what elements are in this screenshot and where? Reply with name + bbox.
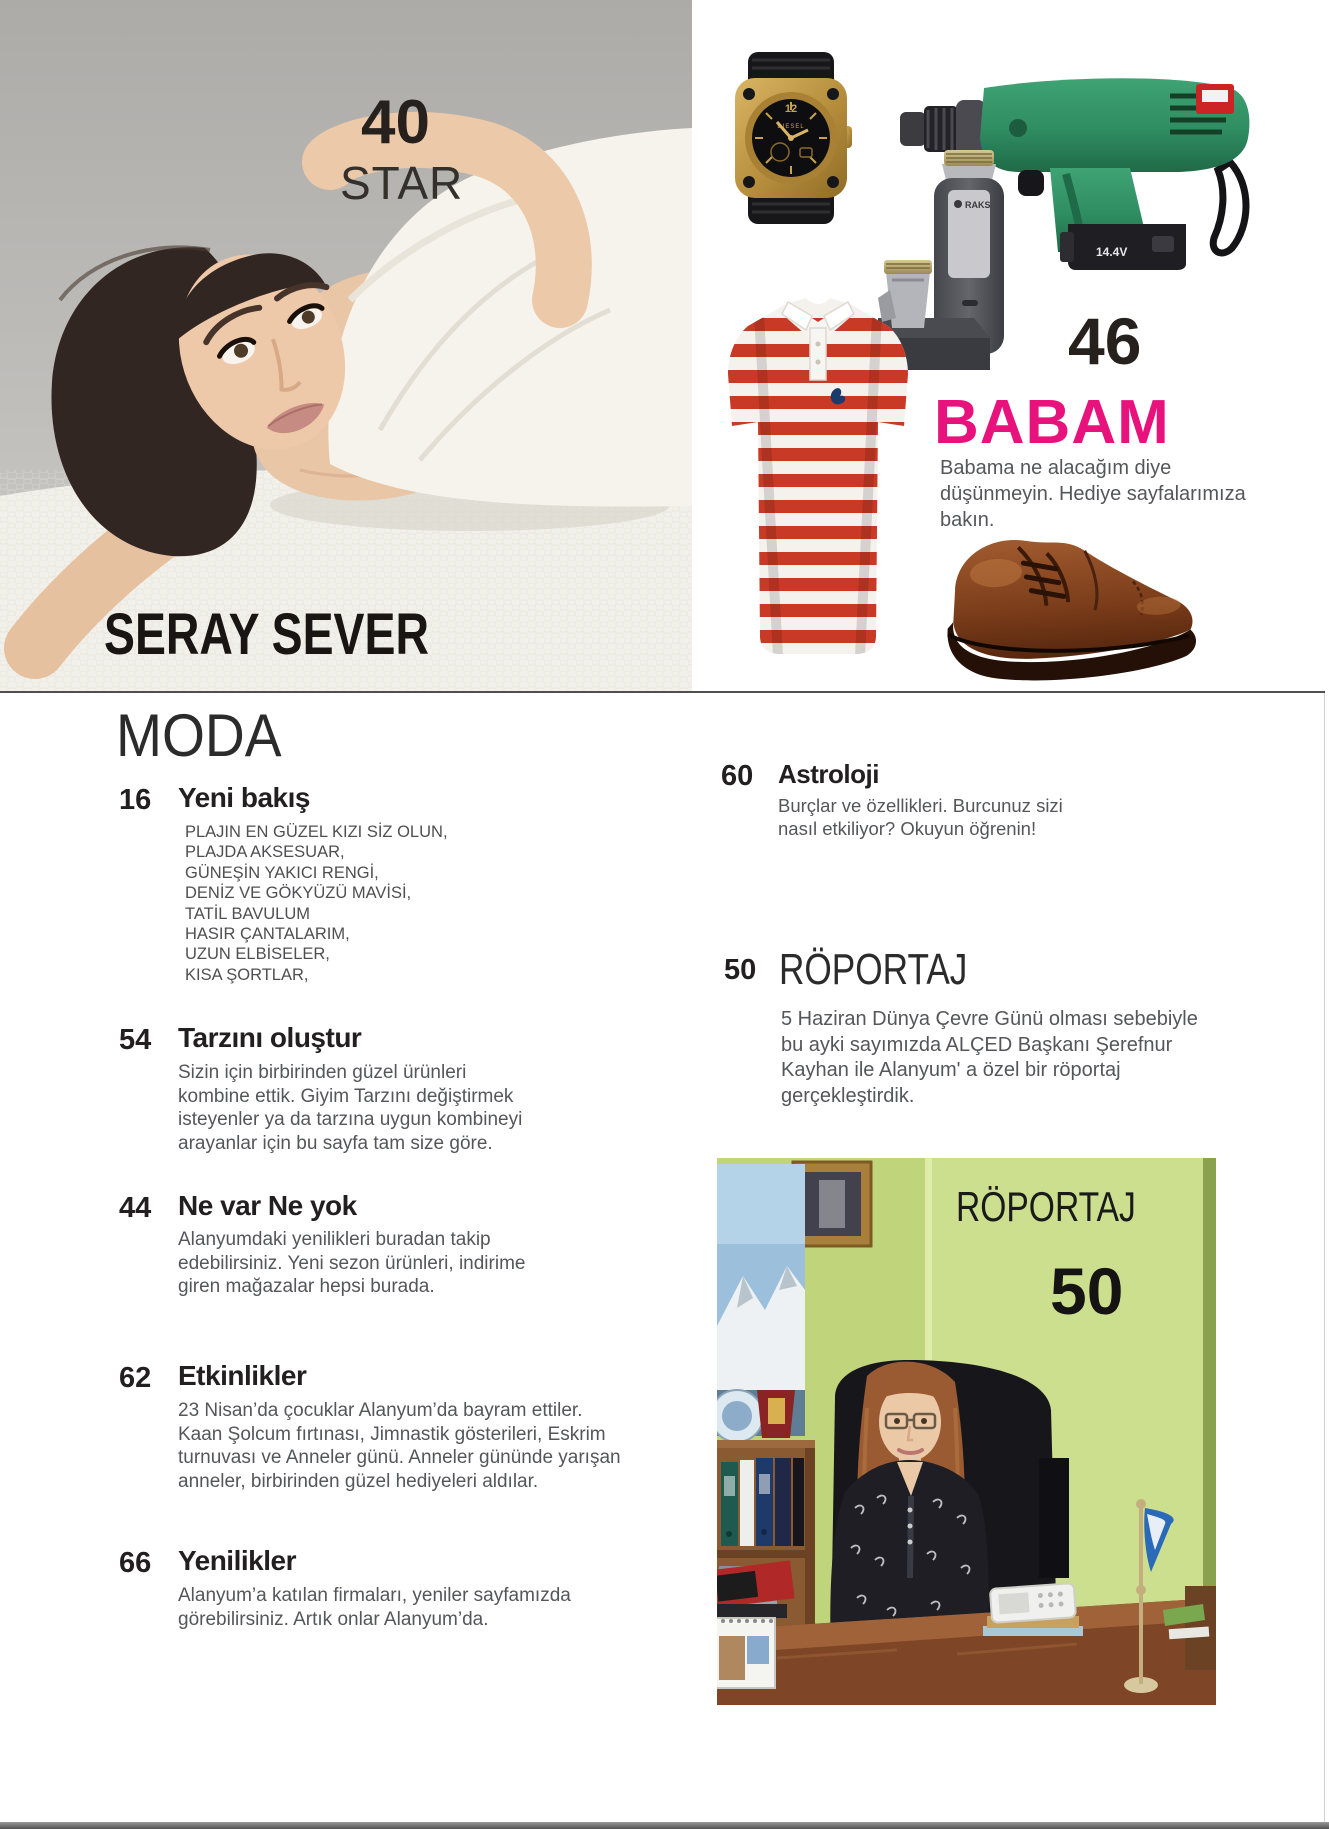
toc-entry-page-number: 44 [119, 1192, 152, 1224]
toc-entry-description: Sizin için birbirinden güzel ürünleri kombine ettik. Giyim Tarzını değiştirmek isteyenler ya da tarzına uygun kombineyi arayanlar için bu sayfa tam size göre. [178, 1062, 523, 1155]
moda-heading: MODA [116, 702, 282, 769]
section-divider-line [0, 691, 1325, 693]
gift-description: Babama ne alacağım diye düşünmeyin. Hediye sayfalarımıza bakın. [940, 457, 1246, 531]
toc-entry-description: 5 Haziran Dünya Çevre Günü olması sebebiyle bu ayki sayımızda ALÇED Başkanı Şerefnur Kayhan ile Alanyum' a özel bir röportaj gerçekleştirdik. [781, 1008, 1198, 1107]
toc-entry-page-number: 16 [119, 784, 152, 816]
toc-entry-page-number: 60 [721, 760, 754, 792]
polo-shirt-image [728, 296, 908, 658]
toc-entry-page-number: 54 [119, 1024, 152, 1056]
toc-entry-description: PLAJIN EN GÜZEL KIZI SİZ OLUN, PLAJDA AKSESUAR, GÜNEŞİN YAKICI RENGİ, DENİZ VE GÖKYÜZÜ MAVİSİ, TATİL BAVULUM HASIR ÇANTALARIM, UZUN ELBİSELER, KISA ŞORTLAR, [185, 823, 448, 984]
toc-entry-title: Yenilikler [178, 1545, 296, 1576]
toc-entry-title: Ne var Ne yok [178, 1190, 357, 1221]
interview-overlay-page-number: 50 [1050, 1254, 1124, 1328]
star-person-name: SERAY SEVER [104, 602, 429, 667]
star-photo [0, 0, 692, 692]
watch-image [728, 52, 854, 224]
watch-brand: DIESEL [777, 124, 805, 130]
interview-overlay-label: RÖPORTAJ [956, 1183, 1136, 1230]
page-bottom-bar [0, 1822, 1329, 1829]
star-photo-illustration [0, 0, 692, 692]
toc-entry-title: Yeni bakış [178, 782, 310, 813]
interview-photo [717, 1158, 1216, 1705]
toc-entry-description: Alanyumdaki yenilikleri buradan takip edebilirsiniz. Yeni sezon ürünleri, indirime giren mağazalar hepsi burada. [178, 1229, 526, 1298]
toc-entry-page-number: 50 [724, 954, 757, 986]
toc-entry-title: Etkinlikler [178, 1360, 307, 1391]
toc-entry-title: RÖPORTAJ [779, 945, 968, 994]
gift-title: BABAM [934, 388, 1170, 457]
interview-photo-illustration [717, 1158, 1216, 1705]
toc-entry-page-number: 66 [119, 1547, 152, 1579]
toc-entry-title: Astroloji [778, 759, 879, 789]
star-page-number: 40 [361, 88, 430, 157]
star-label: STAR [340, 157, 464, 209]
drill-battery-label: 14.4V [1096, 245, 1128, 259]
toc-entry-description: 23 Nisan’da çocuklar Alanyum’da bayram ettiler. Kaan Şolcum fırtınası, Jimnastik gösterileri, Eskrim turnuvası ve Anneler günü. Anneler gününde yarışan anneler, birbirinden güzel hediyeleri aldılar. [178, 1400, 621, 1493]
toc-entry-description: Alanyum’a katılan firmaları, yeniler sayfamızda görebilirsiniz. Artık onlar Alanyum’da. [178, 1585, 571, 1630]
shaver-brand: RAKS [965, 200, 991, 210]
watch-numeral: 12 [784, 103, 798, 115]
toc-entry-description: Burçlar ve özellikleri. Burcunuz sizi nasıl etkiliyor? Okuyun öğrenin! [778, 795, 1063, 839]
gift-page-number: 46 [1068, 304, 1142, 378]
toc-entry-title: Tarzını oluştur [178, 1022, 362, 1053]
toc-entry-page-number: 62 [119, 1362, 152, 1394]
page-right-edge-line [1324, 693, 1325, 1823]
